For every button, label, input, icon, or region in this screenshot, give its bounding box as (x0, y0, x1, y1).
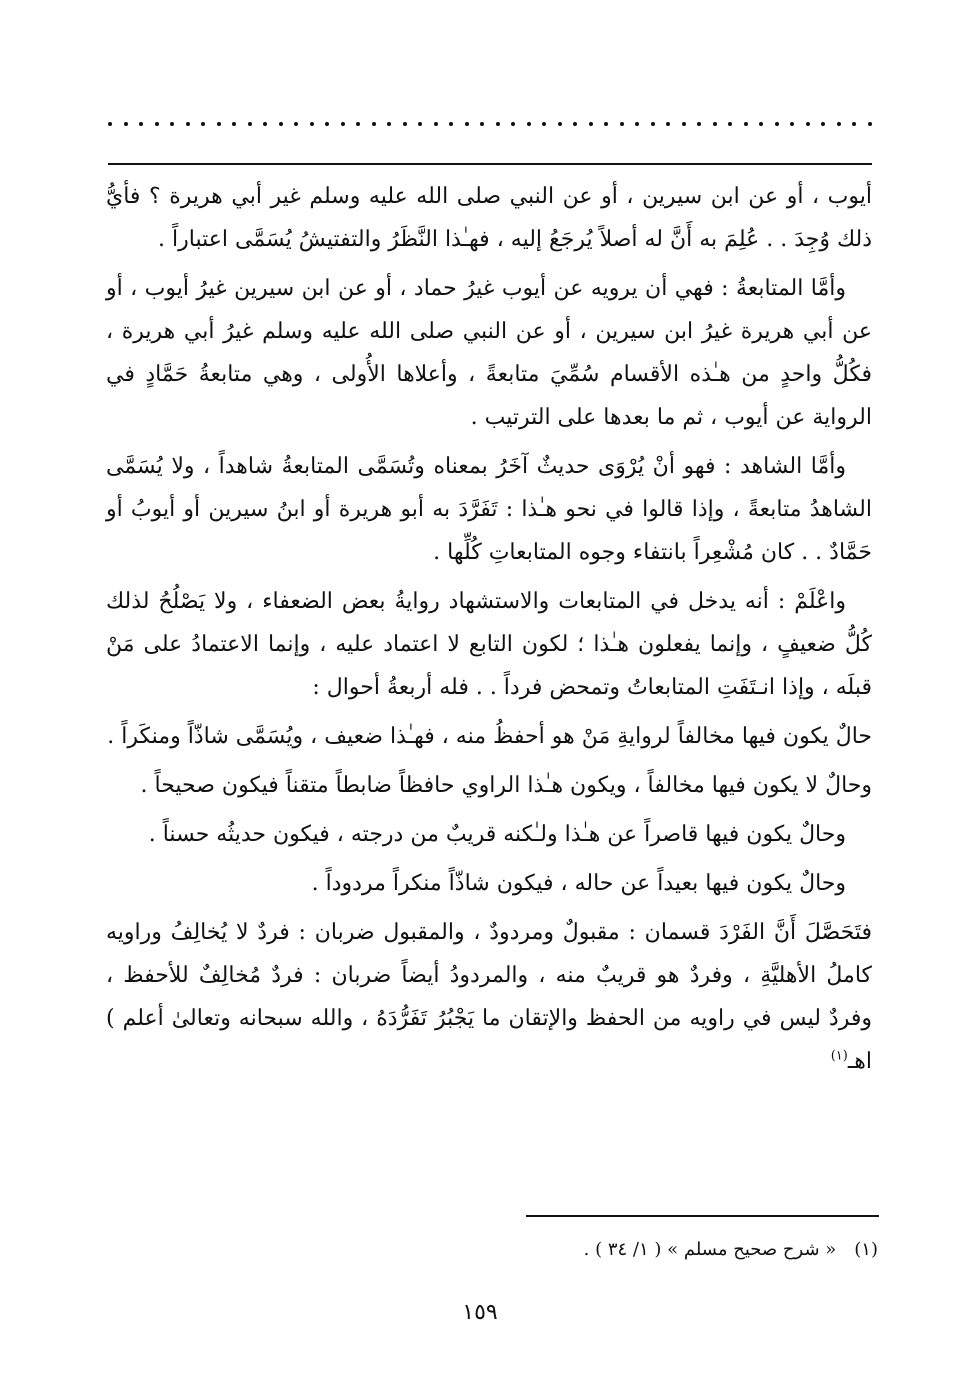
footnote (400, 1236, 878, 1264)
header-rule (108, 163, 872, 165)
paragraph-continuation: أيوب ، أو عن ابن سيرين ، أو عن النبي صلى الله عليه وسلم غير أبي هريرة ؟ فأيُّ ذلك وُجِدَ . . عُلِمَ به أَنَّ له أصلاً يُرجَعُ إليه ، فهـٰذا النَّظَرُ والتفتيشُ يُسَمَّى اعتباراً . (106, 184, 872, 252)
paragraph-hal-4: وحالٌ يكون فيها بعيداً عن حاله ، فيكون شاذّاً منكراً مردوداً . (311, 871, 846, 896)
footnote-text: « شرح صحيح مسلم » ( ١/ ٣٤ ) . (583, 1239, 837, 1260)
paragraph-conclusion (106, 911, 872, 1083)
paragraph-ilam: واعْلَمْ : أنه يدخل في المتابعات والاستشهاد روايةُ بعض الضعفاء ، ولا يَصْلُحُ لذلك كُلُّ ضعيفٍ ، وإنما يفعلون هـٰذا ؛ لكون التابع لا اعتماد عليه ، وإنما الاعتمادُ على مَنْ قبلَه ، وإذا انـتَفَتِ المتابعاتُ وتمحض فرداً . . فله أربعةُ أحوال : (106, 589, 872, 700)
footnote-number: (١) (854, 1239, 878, 1260)
paragraph-hal-2: وحالٌ لا يكون فيها مخالفاً ، ويكون هـٰذا الراوي حافظاً ضابطاً متقناً فيكون صحيحاً . (140, 773, 872, 798)
page-number: ١٥٩ (462, 1300, 498, 1325)
footnote-marker[interactable]: (١) (830, 1048, 848, 1064)
paragraph-mutabaa: وأمَّا المتابعةُ : فهي أن يرويه عن أيوب غيرُ حماد ، أو عن ابن سيرين غيرُ أيوب ، أو عن أبي هريرة غيرُ ابن سيرين ، أو عن النبي صلى الله عليه وسلم غيرُ أبي هريرة ، فكُلُّ واحدٍ من هـٰذه الأقسام سُمِّيَ متابعةً ، وأعلاها الأُولى ، وهي متابعةُ حَمَّادٍ في الرواية عن أيوب ، ثم ما بعدها على الترتيب . (106, 276, 872, 430)
paragraph-shahid: وأمَّا الشاهد : فهو أنْ يُرْوَى حديثٌ آخَرُ بمعناه وتُسَمَّى المتابعةُ شاهداً ، ولا يُسَمَّى الشاهدُ متابعةً ، وإذا قالوا في نحو هـٰذا : تَفَرَّدَ به أبو هريرة أو ابنُ سيرين أو أيوبُ أو حَمَّادٌ . . كان مُشْعِراً بانتفاء وجوه المتابعاتِ كُلِّها . (106, 454, 872, 565)
conclusion-text: فتَحَصَّلَ أَنَّ الفَرْدَ قسمان : مقبولٌ ومردودٌ ، والمقبول ضربان : فردٌ لا يُخالِفُ وراويه كاملُ الأهليَّةِ ، وفردٌ هو قريبٌ منه ، والمردودُ أيضاً ضربان : فردٌ مُخالِفٌ للأحفظ ، وفردٌ ليس في راويه من الحفظ والإتقان ما يَجْبُرُ تَفَرُّدَهُ ، والله سبحانه وتعالىٰ أعلم ) اهـ (106, 920, 872, 1074)
paragraph-hal-1: حالٌ يكون فيها مخالفاً لروايةِ مَنْ هو أحفظُ منه ، فهـٰذا ضعيف ، ويُسَمَّى شاذّاً ومنكَراً . (107, 724, 872, 749)
footnote-rule (526, 1215, 879, 1217)
paragraph-hal-3: وحالٌ يكون فيها قاصراً عن هـٰذا ولـٰكنه قريبٌ من درجته ، فيكون حديثُه حسناً . (148, 822, 846, 847)
top-dotted-line (108, 112, 872, 136)
body-text (106, 175, 872, 1089)
